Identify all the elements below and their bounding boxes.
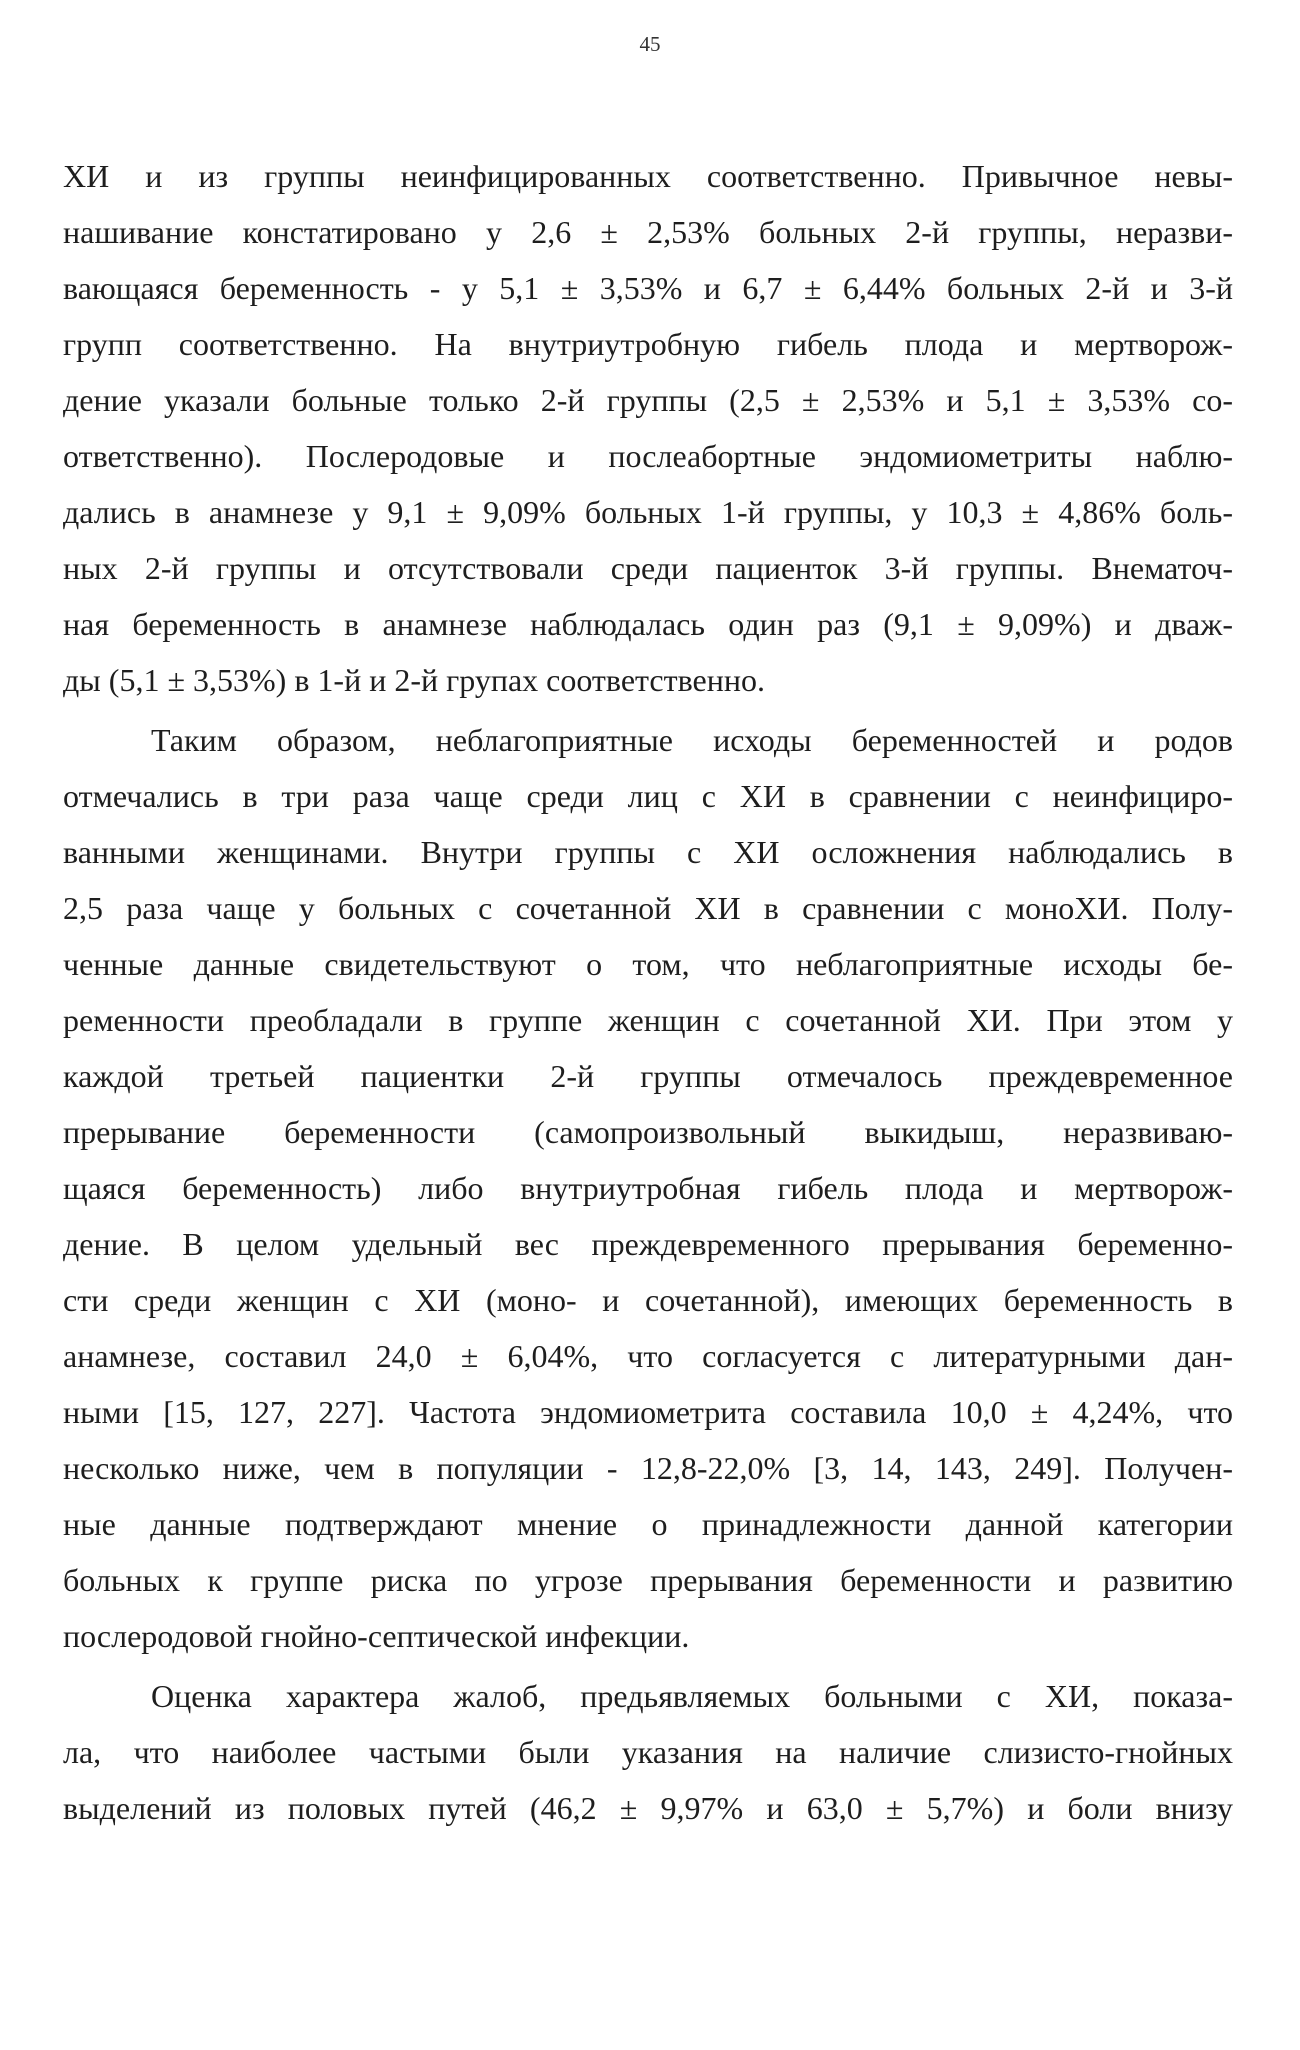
text-line: ные данные подтверждают мнение о принадлежности данной категории: [63, 1506, 1233, 1542]
text-line: сти среди женщин с ХИ (моно- и сочетанной), имеющих беременность в: [63, 1282, 1233, 1318]
text-line: дение. В целом удельный вес преждевременного прерывания беременно-: [63, 1226, 1233, 1262]
text-line: Оценка характера жалоб, предьявляемых больными с ХИ, показа-: [151, 1678, 1233, 1714]
page-number: 45: [639, 32, 661, 56]
text-line: ными [15, 127, 227]. Частота эндомиометрита составила 10,0 ± 4,24%, что: [63, 1394, 1233, 1430]
text-line: анамнезе, составил 24,0 ± 6,04%, что согласуется с литературными дан-: [63, 1338, 1233, 1374]
text-line: дались в анамнезе у 9,1 ± 9,09% больных 1-й группы, у 10,3 ± 4,86% боль-: [63, 494, 1233, 530]
text-line: вающаяся беременность - у 5,1 ± 3,53% и 6,7 ± 6,44% больных 2-й и 3-й: [63, 270, 1233, 306]
text-line: щаяся беременность) либо внутриутробная гибель плода и мертворож-: [63, 1170, 1233, 1206]
text-line: дение указали больные только 2-й группы (2,5 ± 2,53% и 5,1 ± 3,53% со-: [63, 382, 1233, 418]
text-line: выделений из половых путей (46,2 ± 9,97% и 63,0 ± 5,7%) и боли внизу: [63, 1790, 1233, 1826]
text-line: ответственно). Послеродовые и послеабортные эндомиометриты наблю-: [63, 438, 1233, 474]
text-line: послеродовой гнойно-септической инфекции.: [63, 1618, 690, 1654]
text-line: несколько ниже, чем в популяции - 12,8-22,0% [3, 14, 143, 249]. Получен-: [63, 1450, 1233, 1486]
text-line: Таким образом, неблагоприятные исходы беременностей и родов: [151, 722, 1233, 758]
text-line: ная беременность в анамнезе наблюдалась один раз (9,1 ± 9,09%) и дваж-: [63, 606, 1233, 642]
paragraph: [63, 1668, 1233, 1836]
text-line: ременности преобладали в группе женщин с сочетанной ХИ. При этом у: [63, 1002, 1233, 1038]
text-line: ды (5,1 ± 3,53%) в 1-й и 2-й групах соответственно.: [63, 662, 765, 698]
text-line: ванными женщинами. Внутри группы с ХИ осложнения наблюдались в: [63, 834, 1233, 870]
text-line: отмечались в три раза чаще среди лиц с ХИ в сравнении с неинфициро-: [63, 778, 1233, 814]
text-line: ных 2-й группы и отсутствовали среди пациенток 3-й группы. Внематоч-: [63, 550, 1233, 586]
paragraph: [63, 712, 1233, 1664]
text-line: ла, что наиболее частыми были указания на наличие слизисто-гнойных: [63, 1734, 1233, 1770]
text-line: больных к группе риска по угрозе прерывания беременности и развитию: [63, 1562, 1233, 1598]
paragraph: [63, 148, 1233, 708]
text-line: нашивание констатировано у 2,6 ± 2,53% больных 2-й группы, неразви-: [63, 214, 1233, 250]
text-line: ХИ и из группы неинфицированных соответственно. Привычное невы-: [63, 158, 1233, 194]
text-line: прерывание беременности (самопроизвольный выкидыш, неразвиваю-: [63, 1114, 1233, 1150]
text-line: 2,5 раза чаще у больных с сочетанной ХИ в сравнении с моноХИ. Полу-: [63, 890, 1233, 926]
document-body: [63, 148, 1233, 1836]
text-line: групп соответственно. На внутриутробную гибель плода и мертворож-: [63, 326, 1233, 362]
text-line: ченные данные свидетельствуют о том, что неблагоприятные исходы бе-: [63, 946, 1233, 982]
text-line: каждой третьей пациентки 2-й группы отмечалось преждевременное: [63, 1058, 1233, 1094]
